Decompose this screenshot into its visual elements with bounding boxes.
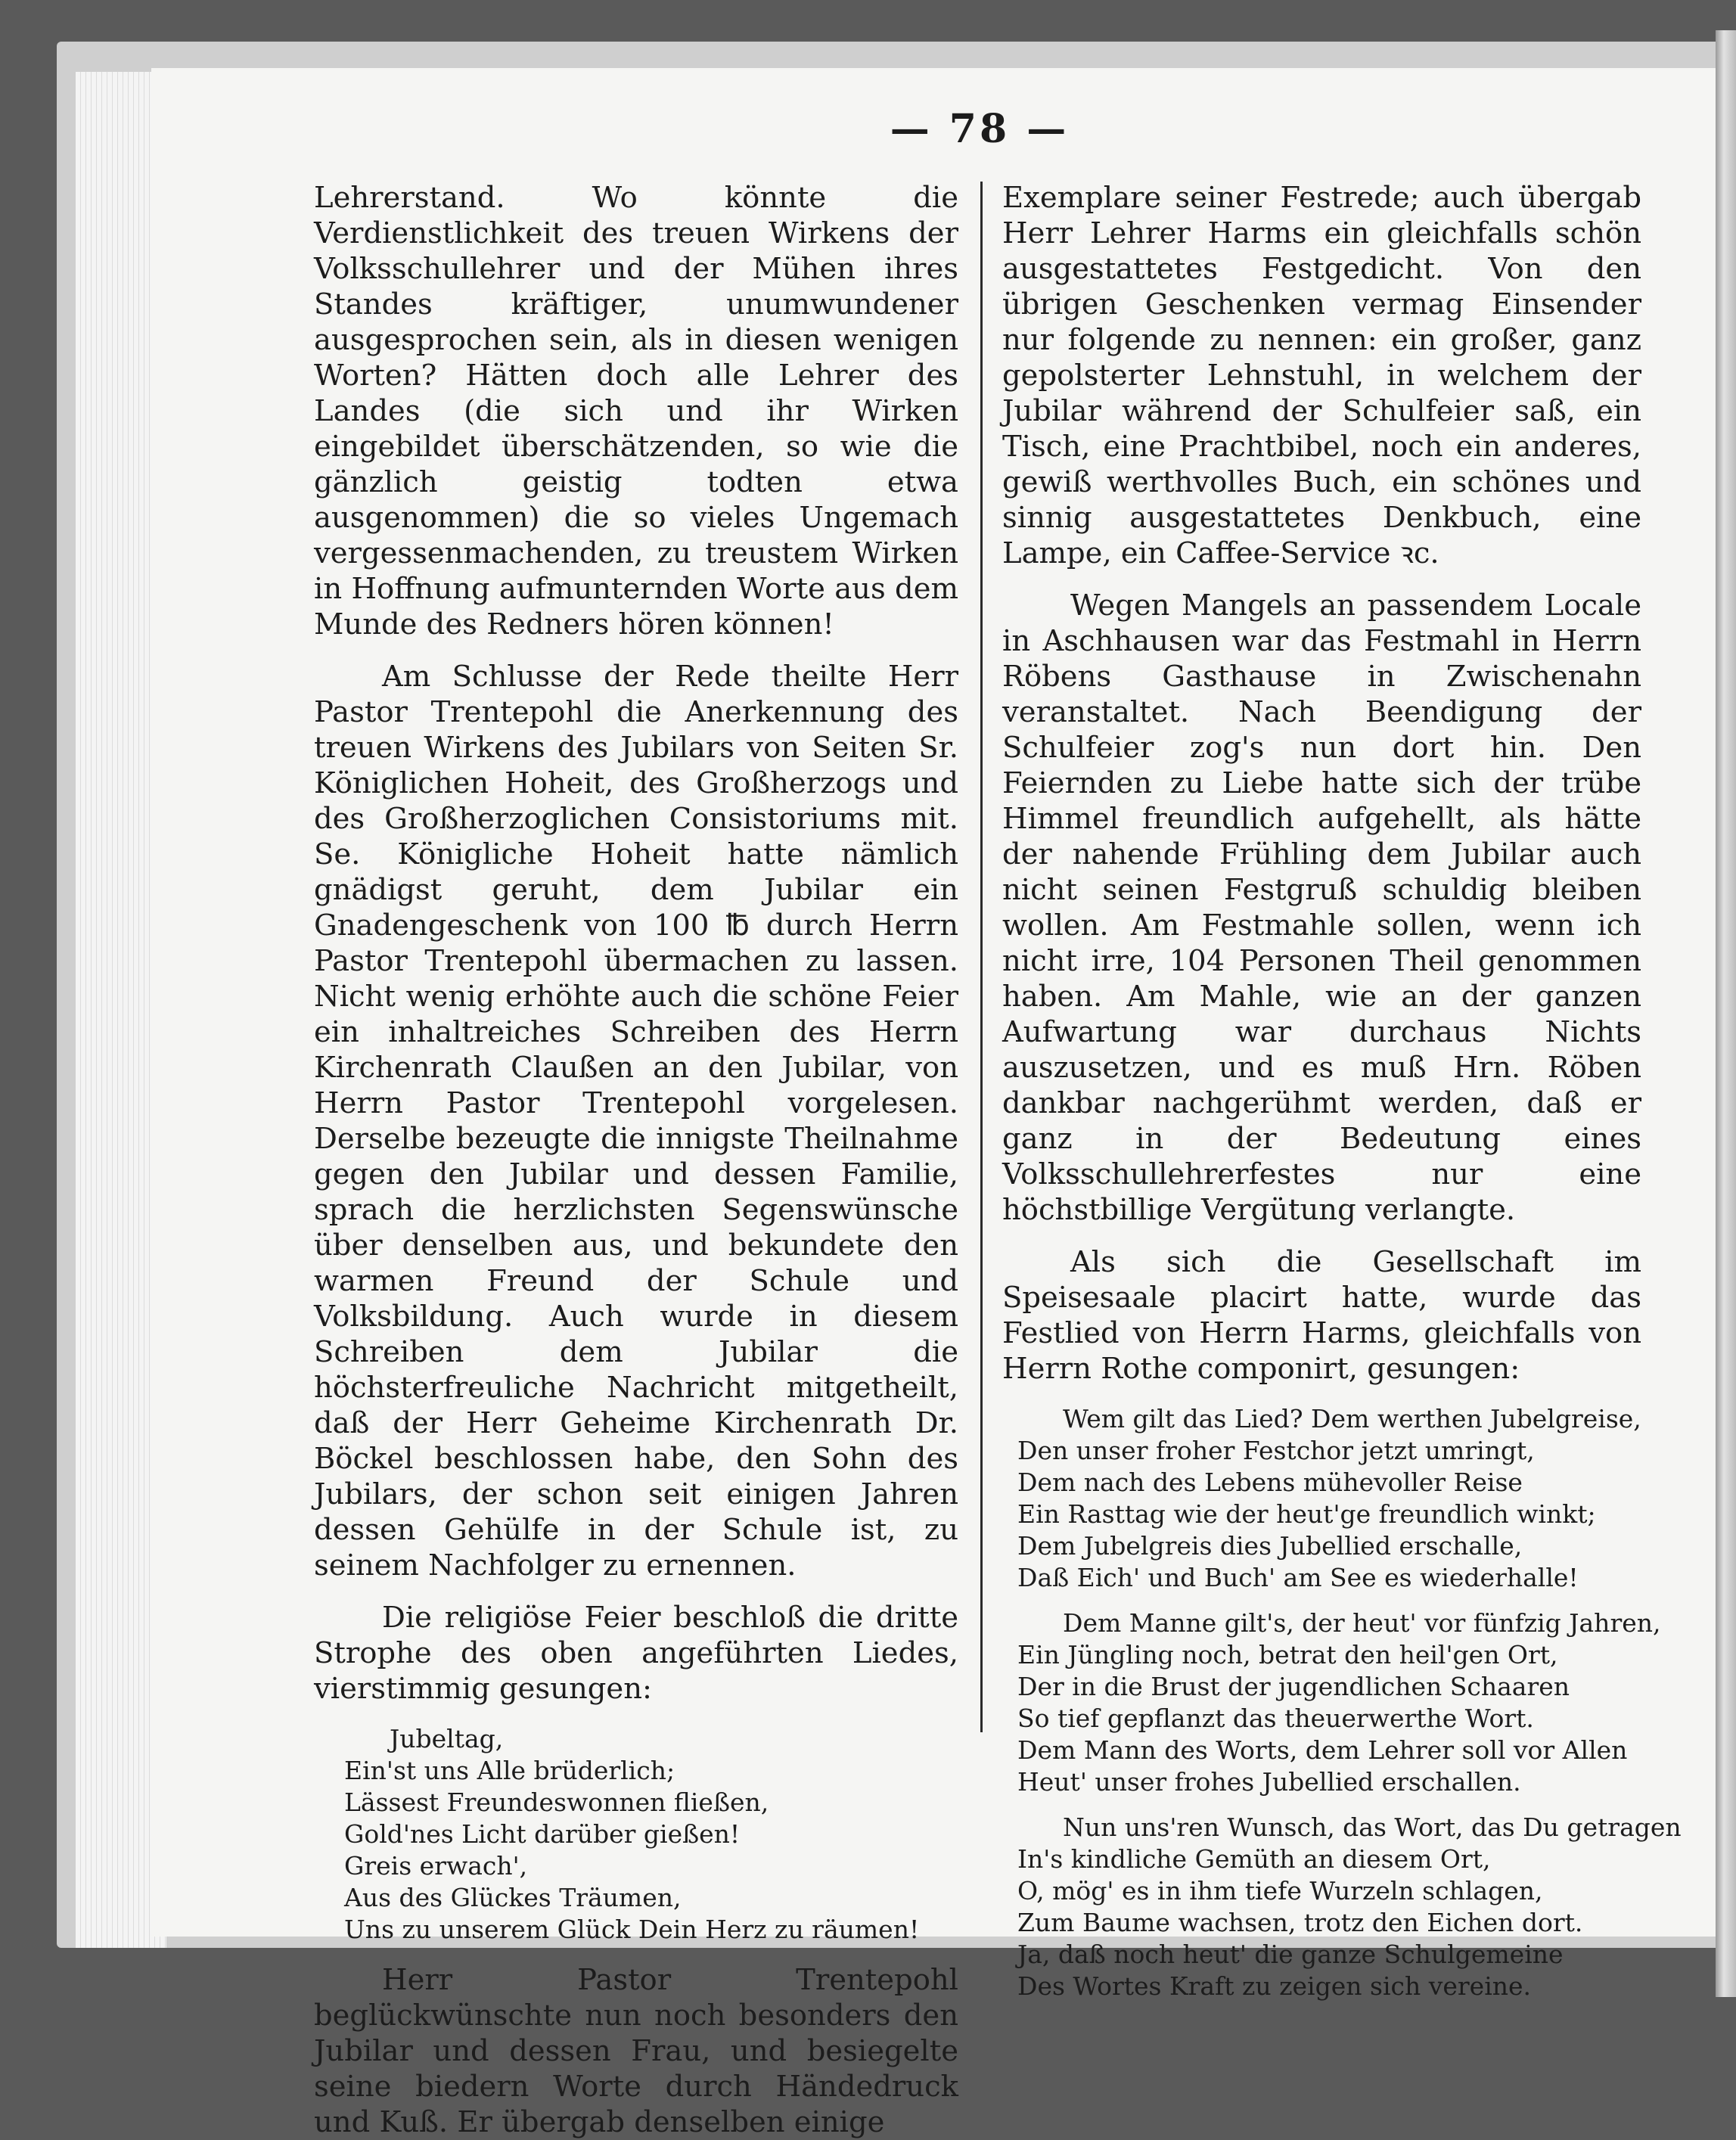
poem-line: Ein Jüngling noch, betrat den heil'gen Ort, (1017, 1640, 1558, 1669)
right-paragraph-1: Exemplare seiner Festrede; auch übergab Herr Lehrer Harms ein gleichfalls schön ausgestattetes Festgedicht. Von den übrigen Geschenken vermag Einsender nur folgende zu nennen: ein großer, ganz gepolsterter Lehnstuhl, in welchem der Jubilar während der Schulfeier saß, ein Tisch, eine Prachtbibel, noch ein anderes, gewiß werthvolles Buch, ein schönes und sinnig ausgestattetes Denkbuch, eine Lampe, ein Caffee-Service ꝛc. (1002, 181, 1641, 570)
poem-line: Dem Mann des Worts, dem Lehrer soll vor Allen (1017, 1735, 1628, 1765)
left-paragraph-3: Die religiöse Feier beschloß die dritte Strophe des oben angeführten Liedes, vierstimmig gesungen: (314, 1601, 958, 1706)
poem-line: Ja, daß noch heut' die ganze Schulgemeine (1017, 1940, 1564, 1969)
poem-line: Heut' unser frohes Jubellied erschallen. (1017, 1767, 1521, 1797)
poem-line: So tief gepflanzt das theuerwerthe Wort. (1017, 1704, 1534, 1733)
poem-line: Aus des Glückes Träumen, (344, 1883, 682, 1912)
poem-line: Gold'nes Licht darüber gießen! (344, 1819, 741, 1849)
poem-line: Uns zu unserem Glück Dein Herz zu räumen! (344, 1915, 920, 1944)
poem-line: Des Wortes Kraft zu zeigen sich vereine. (1017, 1971, 1532, 2001)
festlied-poem (1002, 1403, 1682, 2002)
poem-line: Zum Baume wachsen, trotz den Eichen dort. (1017, 1908, 1583, 1937)
page-number: — 78 — (890, 106, 1070, 152)
column-divider (980, 182, 983, 1732)
poem-line: Ein'st uns Alle brüderlich; (344, 1756, 675, 1785)
left-paragraph-4: Herr Pastor Trentepohl beglückwünschte nun noch besonders den Jubilar und dessen Frau, und besiegelte seine biedern Worte durch Händedruck und Kuß. Er übergab denselben einige (314, 1963, 958, 2139)
left-poem (314, 1723, 958, 1946)
right-paragraph-3: Als sich die Gesellschaft im Speisesaale placirt hatte, wurde das Festlied von Herrn Harms, gleichfalls von Herrn Rothe componirt, gesungen: (1002, 1245, 1641, 1386)
poem-line: Greis erwach', (344, 1851, 528, 1881)
right-paragraph-2: Wegen Mangels an passendem Locale in Aschhausen war das Festmahl in Herrn Röbens Gasthause in Zwischenahn veranstaltet. Nach Beendigung der Schulfeier zog's nun dort hin. Den Feiernden zu Liebe hatte sich der trübe Himmel freundlich aufgehellt, als hätte der nahende Frühling dem Jubilar auch nicht seinen Festgruß schuldig bleiben wollen. Am Festmahle sollen, wenn ich nicht irre, 104 Personen Theil genommen haben. Am Mahle, wie an der ganzen Aufwartung war durchaus Nichts auszusetzen, und es muß Hrn. Röben dankbar nachgerühmt werden, daß er ganz in der Bedeutung eines Volksschullehrerfestes nur eine höchstbillige Vergütung verlangte. (1002, 589, 1641, 1227)
book-spine-shadow (1716, 30, 1736, 1997)
poem-line: Daß Eich' und Buch' am See es wiederhalle! (1017, 1563, 1579, 1592)
poem-line: Ein Rasttag wie der heut'ge freundlich winkt; (1017, 1499, 1596, 1529)
left-paragraph-2: Am Schlusse der Rede theilte Herr Pastor Trentepohl die Anerkennung des treuen Wirkens des Jubilars von Seiten Sr. Königlichen Hoheit, des Großherzogs und des Großherzoglichen Consistoriums mit. Se. Königliche Hoheit hatte nämlich gnädigst geruht, dem Jubilar ein Gnadengeschenk von 100 ℔ durch Herrn Pastor Trentepohl übermachen zu lassen. Nicht wenig erhöhte auch die schöne Feier ein inhaltreiches Schreiben des Herrn Kirchenrath Claußen an den Jubilar, von Herrn Pastor Trentepohl vorgelesen. Derselbe bezeugte die innigste Theilnahme gegen den Jubilar und dessen Familie, sprach die herzlichsten Segenswünsche über denselben aus, und bekundete den warmen Freund der Schule und Volksbildung. Auch wurde in diesem Schreiben dem Jubilar die höchsterfreuliche Nachricht mitgetheilt, daß der Herr Geheime Kirchenrath Dr. Böckel beschlossen habe, den Sohn des Jubilars, der schon seit einigen Jahren dessen Gehülfe in der Schule ist, zu seinem Nachfolger zu ernennen. (314, 660, 958, 1582)
poem-line: Der in die Brust der jugendlichen Schaaren (1017, 1672, 1570, 1701)
poem-line: Dem nach des Lebens mühevoller Reise (1017, 1468, 1523, 1497)
poem-line: Lässest Freundeswonnen fließen, (344, 1787, 769, 1817)
poem-line: Den unser froher Festchor jetzt umringt, (1017, 1436, 1535, 1465)
poem-line: Wem gilt das Lied? Dem werthen Jubelgreise, (1063, 1404, 1641, 1433)
poem-line: In's kindliche Gemüth an diesem Ort, (1017, 1844, 1491, 1874)
poem-line: Jubeltag, (390, 1724, 504, 1753)
poem-line: O, mög' es in ihm tiefe Wurzeln schlagen, (1017, 1876, 1543, 1906)
right-column (1002, 180, 1682, 2002)
poem-line: Dem Manne gilt's, der heut' vor fünfzig Jahren, (1063, 1608, 1661, 1638)
poem-line: Nun uns'ren Wunsch, das Wort, das Du getragen (1063, 1812, 1682, 1842)
left-column (314, 180, 958, 2140)
poem-line: Dem Jubelgreis dies Jubellied erschalle, (1017, 1531, 1523, 1561)
left-paragraph-1: Lehrerstand. Wo könnte die Verdienstlichkeit des treuen Wirkens der Volksschullehrer und der Mühen ihres Standes kräftiger, unumwundener ausgesprochen sein, als in diesen wenigen Worten? Hätten doch alle Lehrer des Landes (die sich und ihr Wirken eingebildet überschätzenden, so wie die gänzlich geistig todten etwa ausgenommen) die so vieles Ungemach vergessenmachenden, zu treustem Wirken in Hoffnung aufmunternden Worte aus dem Munde des Redners hören können! (314, 181, 958, 641)
